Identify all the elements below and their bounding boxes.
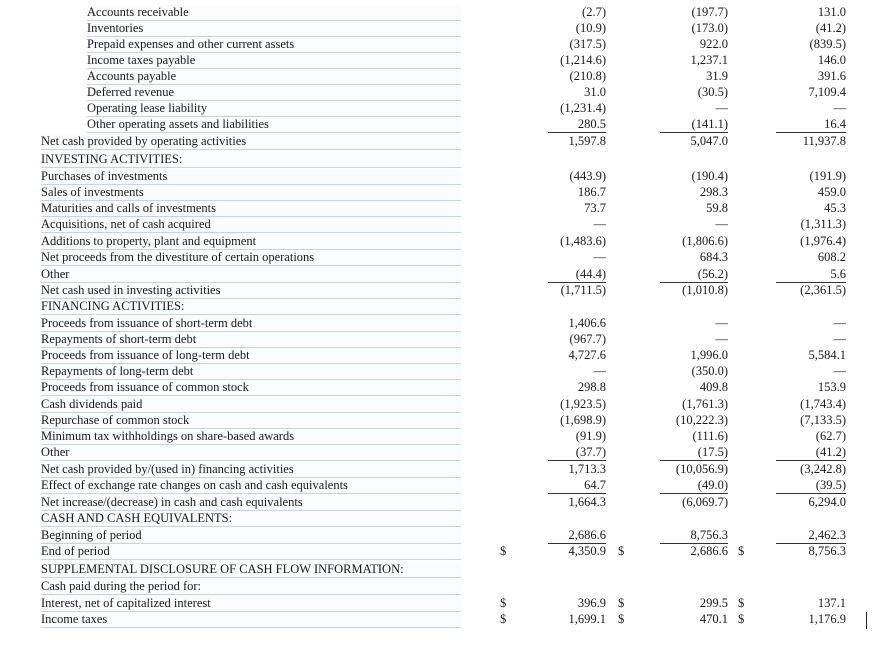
value-cell-2: (1,806.6) (682, 234, 728, 248)
table-row (0, 316, 896, 332)
value-cell-1: 298.8 (577, 380, 606, 394)
row-label: Cash paid during the period for: (41, 579, 461, 595)
value-cell-2: (10,222.3) (675, 413, 728, 427)
value-cell-1: 1,699.1 (568, 612, 606, 626)
value-cell-3 (776, 562, 846, 577)
value-cell-3: 45.3 (824, 201, 846, 215)
value-cell-3: (1,311.3) (800, 217, 846, 231)
value-cell-2 (660, 579, 728, 594)
value-cell-2: 8,756.3 (660, 528, 728, 544)
value-cell-1: 186.7 (577, 185, 606, 199)
currency-symbol: $ (500, 544, 507, 558)
table-row (0, 478, 896, 494)
value-cell-1 (548, 579, 606, 594)
value-cell-1 (548, 299, 606, 314)
value-cell-1: 2,686.6 (548, 528, 606, 544)
row-label: Net proceeds from the divestiture of certain operations (41, 250, 461, 266)
row-label: Net cash used in investing activities (41, 283, 461, 299)
value-cell-2: — (715, 217, 728, 231)
row-label: Repayments of long-term debt (41, 364, 461, 380)
value-cell-1: 1,406.6 (568, 316, 606, 330)
table-row (0, 413, 896, 429)
value-cell-3: (839.5) (809, 37, 846, 51)
table-row (0, 5, 896, 21)
value-cell-3: 7,109.4 (808, 85, 846, 99)
value-cell-2: 409.8 (699, 380, 728, 394)
value-cell-3: (41.2) (815, 21, 846, 35)
value-cell-2 (660, 562, 728, 577)
table-row (0, 101, 896, 117)
value-cell-2 (660, 511, 728, 526)
value-cell-3: — (833, 101, 846, 115)
row-label: Repayments of short-term debt (41, 332, 461, 348)
value-cell-1: (91.9) (575, 429, 606, 443)
value-cell-3: 5.6 (776, 267, 846, 283)
value-cell-1: 4,727.6 (568, 348, 606, 362)
row-label: Deferred revenue (87, 85, 461, 101)
table-row (0, 152, 896, 168)
value-cell-3: (191.9) (809, 169, 846, 183)
table-row (0, 429, 896, 445)
value-cell-2: (6,069.7) (682, 495, 728, 509)
value-cell-2: 1,237.1 (690, 53, 728, 67)
value-cell-2: — (715, 101, 728, 115)
value-cell-1: (1,923.5) (560, 397, 606, 411)
value-cell-3: (7,133.5) (800, 413, 846, 427)
currency-symbol: $ (738, 544, 745, 558)
table-row (0, 612, 896, 628)
value-cell-3: 8,756.3 (808, 544, 846, 558)
table-row (0, 544, 896, 560)
value-cell-3: 137.1 (817, 596, 846, 610)
row-label: Proceeds from issuance of short-term debt (41, 316, 461, 332)
value-cell-2: (1,761.3) (682, 397, 728, 411)
row-label: Additions to property, plant and equipment (41, 234, 461, 250)
row-label: Accounts payable (87, 69, 461, 85)
row-label: Beginning of period (41, 528, 461, 544)
value-cell-1: 31.0 (584, 85, 606, 99)
table-row (0, 250, 896, 266)
value-cell-3: (39.5) (776, 478, 846, 494)
table-row (0, 21, 896, 37)
value-cell-2: (350.0) (691, 364, 728, 378)
currency-symbol: $ (500, 612, 507, 626)
value-cell-1: — (593, 364, 606, 378)
row-label: FINANCING ACTIVITIES: (41, 299, 461, 315)
row-label: Other (41, 267, 461, 283)
value-cell-1: — (593, 217, 606, 231)
row-label: End of period (41, 544, 461, 560)
row-label: Operating lease liability (87, 101, 461, 117)
value-cell-3: (41.2) (776, 445, 846, 461)
value-cell-2: — (715, 316, 728, 330)
value-cell-2: 922.0 (699, 37, 728, 51)
row-label: Acquisitions, net of cash acquired (41, 217, 461, 233)
value-cell-1 (548, 152, 606, 167)
row-label: Inventories (87, 21, 461, 37)
value-cell-1: 73.7 (584, 201, 606, 215)
value-cell-3: 459.0 (817, 185, 846, 199)
table-row (0, 445, 896, 461)
value-cell-1: (210.8) (569, 69, 606, 83)
table-row (0, 596, 896, 612)
table-row (0, 267, 896, 283)
value-cell-2: 470.1 (699, 612, 728, 626)
row-label: SUPPLEMENTAL DISCLOSURE OF CASH FLOW INFORMATION: (41, 562, 461, 578)
value-cell-3: 2,462.3 (776, 528, 846, 544)
currency-symbol: $ (738, 596, 745, 610)
table-row (0, 217, 896, 233)
row-label: Proceeds from issuance of long-term debt (41, 348, 461, 364)
value-cell-1: 4,350.9 (568, 544, 606, 558)
value-cell-1: 1,664.3 (568, 495, 606, 509)
row-label: INVESTING ACTIVITIES: (41, 152, 461, 168)
row-label: Repurchase of common stock (41, 413, 461, 429)
value-cell-2: (17.5) (660, 445, 728, 461)
value-cell-1: (1,711.5) (560, 283, 606, 297)
table-row (0, 462, 896, 478)
value-cell-2: (49.0) (660, 478, 728, 494)
value-cell-1: (1,231.4) (560, 101, 606, 115)
table-row (0, 69, 896, 85)
value-cell-2: (197.7) (691, 5, 728, 19)
value-cell-2: (190.4) (691, 169, 728, 183)
value-cell-1: (10.9) (575, 21, 606, 35)
table-row (0, 85, 896, 101)
table-row (0, 134, 896, 150)
row-label: Purchases of investments (41, 169, 461, 185)
value-cell-2: — (715, 332, 728, 346)
value-cell-3: 1,176.9 (808, 612, 846, 626)
table-row (0, 117, 896, 133)
value-cell-3: (2,361.5) (800, 283, 846, 297)
value-cell-2: 2,686.6 (690, 544, 728, 558)
row-label: Income taxes (41, 612, 461, 628)
table-row (0, 185, 896, 201)
row-label: Net cash provided by/(used in) financing activities (41, 462, 461, 478)
value-cell-2: (141.1) (660, 117, 728, 133)
value-cell-3: — (833, 332, 846, 346)
table-row (0, 299, 896, 315)
table-row (0, 53, 896, 69)
value-cell-2: (56.2) (660, 267, 728, 283)
row-label: Other operating assets and liabilities (87, 117, 461, 133)
text-cursor (866, 612, 867, 629)
value-cell-3: 153.9 (817, 380, 846, 394)
value-cell-2: 684.3 (699, 250, 728, 264)
row-label: Interest, net of capitalized interest (41, 596, 461, 612)
value-cell-2: (111.6) (692, 429, 728, 443)
row-label: CASH AND CASH EQUIVALENTS: (41, 511, 461, 527)
value-cell-2: 31.9 (706, 69, 728, 83)
value-cell-1 (548, 511, 606, 526)
value-cell-3: 131.0 (817, 5, 846, 19)
table-row (0, 234, 896, 250)
value-cell-3: 11,937.8 (802, 134, 846, 148)
table-row (0, 528, 896, 544)
value-cell-3 (776, 152, 846, 167)
row-label: Net increase/(decrease) in cash and cash equivalents (41, 495, 461, 511)
row-label: Proceeds from issuance of common stock (41, 380, 461, 396)
currency-symbol: $ (500, 596, 507, 610)
value-cell-3 (776, 579, 846, 594)
table-row (0, 511, 896, 527)
value-cell-1: — (593, 250, 606, 264)
table-row (0, 495, 896, 511)
value-cell-2: 59.8 (706, 201, 728, 215)
value-cell-3: 5,584.1 (808, 348, 846, 362)
value-cell-3 (776, 511, 846, 526)
table-row (0, 283, 896, 299)
value-cell-1: (1,698.9) (560, 413, 606, 427)
value-cell-2: (10,056.9) (675, 462, 728, 476)
value-cell-1: (2.7) (582, 5, 606, 19)
currency-symbol: $ (618, 544, 625, 558)
value-cell-1 (548, 562, 606, 577)
value-cell-2: 298.3 (699, 185, 728, 199)
row-label: Maturities and calls of investments (41, 201, 461, 217)
value-cell-3: 146.0 (817, 53, 846, 67)
value-cell-3: — (833, 364, 846, 378)
row-label: Accounts receivable (87, 5, 461, 21)
row-label: Cash dividends paid (41, 397, 461, 413)
value-cell-3: (62.7) (815, 429, 846, 443)
table-row (0, 348, 896, 364)
value-cell-2: 1,996.0 (690, 348, 728, 362)
value-cell-1: 1,597.8 (568, 134, 606, 148)
value-cell-3: (1,743.4) (800, 397, 846, 411)
value-cell-3: 391.6 (817, 69, 846, 83)
value-cell-3: 16.4 (776, 117, 846, 133)
value-cell-2: (30.5) (697, 85, 728, 99)
value-cell-1: (967.7) (569, 332, 606, 346)
table-row (0, 579, 896, 595)
value-cell-2: (173.0) (691, 21, 728, 35)
table-row (0, 332, 896, 348)
table-row (0, 397, 896, 413)
row-label: Net cash provided by operating activities (41, 134, 461, 150)
value-cell-3: — (833, 316, 846, 330)
table-row (0, 562, 896, 578)
value-cell-3 (776, 299, 846, 314)
value-cell-1: 64.7 (548, 478, 606, 494)
value-cell-2: 5,047.0 (690, 134, 728, 148)
currency-symbol: $ (618, 596, 625, 610)
row-label: Sales of investments (41, 185, 461, 201)
value-cell-2 (660, 299, 728, 314)
value-cell-1: (1,483.6) (560, 234, 606, 248)
value-cell-1: (1,214.6) (560, 53, 606, 67)
value-cell-3: (1,976.4) (800, 234, 846, 248)
table-row (0, 201, 896, 217)
value-cell-3: 608.2 (817, 250, 846, 264)
table-row (0, 364, 896, 380)
value-cell-1: (443.9) (569, 169, 606, 183)
row-label: Minimum tax withholdings on share-based awards (41, 429, 461, 445)
table-row (0, 37, 896, 53)
value-cell-2: (1,010.8) (682, 283, 728, 297)
value-cell-1: (37.7) (548, 445, 606, 461)
value-cell-1: (317.5) (569, 37, 606, 51)
value-cell-2: 299.5 (699, 596, 728, 610)
value-cell-2 (660, 152, 728, 167)
value-cell-1: 396.9 (577, 596, 606, 610)
table-row (0, 169, 896, 185)
row-label: Prepaid expenses and other current assets (87, 37, 461, 53)
value-cell-1: 1,713.3 (568, 462, 606, 476)
currency-symbol: $ (618, 612, 625, 626)
row-label: Income taxes payable (87, 53, 461, 69)
row-label: Effect of exchange rate changes on cash and cash equivalents (41, 478, 461, 494)
row-label: Other (41, 445, 461, 461)
value-cell-1: (44.4) (548, 267, 606, 283)
value-cell-1: 280.5 (548, 117, 606, 133)
value-cell-3: (3,242.8) (800, 462, 846, 476)
table-row (0, 380, 896, 396)
value-cell-3: 6,294.0 (808, 495, 846, 509)
currency-symbol: $ (738, 612, 745, 626)
